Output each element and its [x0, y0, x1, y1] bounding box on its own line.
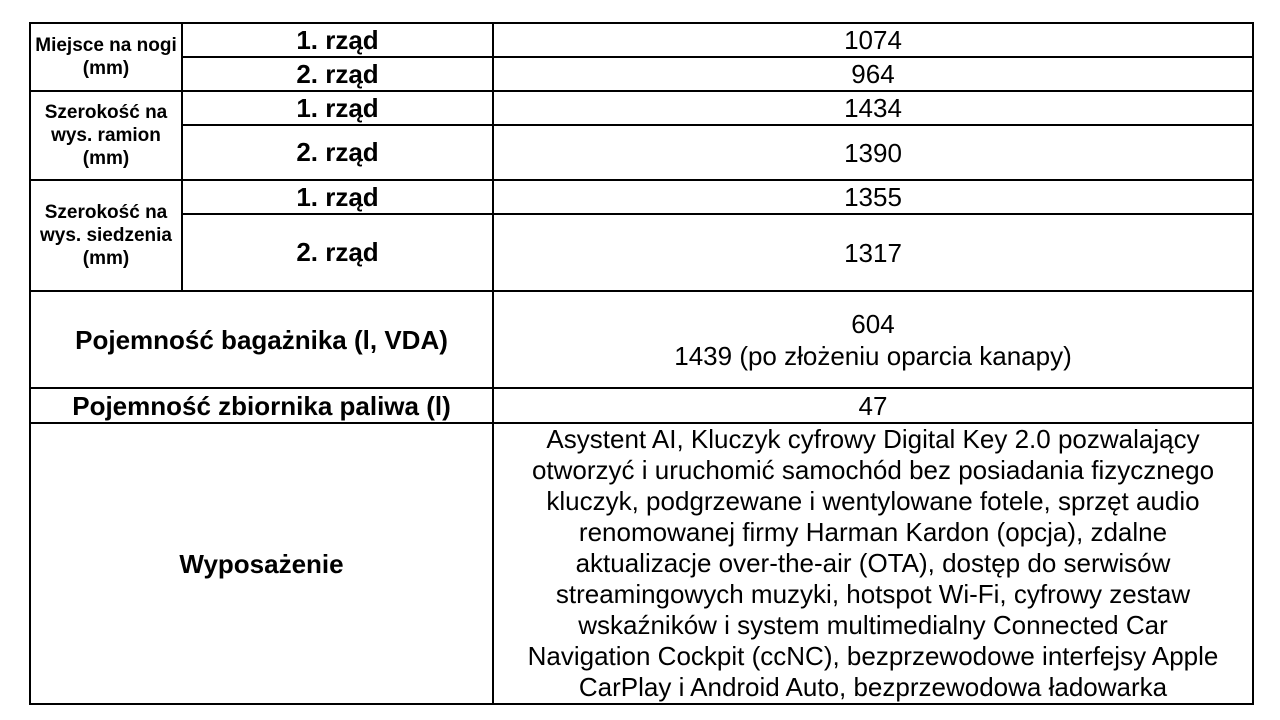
- equipment-line: Asystent AI, Kluczyk cyfrowy Digital Key 2.0 pozwalający: [546, 424, 1200, 454]
- equipment-line: aktualizacje over-the-air (OTA), dostęp do serwisów: [575, 548, 1171, 578]
- fuel-tank-value: 47: [493, 388, 1253, 423]
- row-label: 1. rząd: [182, 23, 493, 57]
- spec-table: [29, 22, 1254, 705]
- group-label-shoulder-width: Szerokość na wys. ramion (mm): [30, 91, 182, 180]
- table-row: [30, 291, 1253, 388]
- group-label-hip-width: Szerokość na wys. siedzenia (mm): [30, 180, 182, 291]
- equipment-line: otworzyć i uruchomić samochód bez posiadania fizycznego: [531, 455, 1215, 485]
- row-label: 1. rząd: [182, 91, 493, 125]
- row-label: 2. rząd: [182, 214, 493, 291]
- trunk-capacity-label: Pojemność bagażnika (l, VDA): [30, 291, 493, 388]
- fuel-tank-label: Pojemność zbiornika paliwa (l): [30, 388, 493, 423]
- trunk-capacity-line: 604: [851, 308, 895, 339]
- equipment-value: [493, 423, 1253, 704]
- table-row: [30, 180, 1253, 214]
- row-label: 2. rząd: [182, 125, 493, 180]
- table-row: [30, 388, 1253, 423]
- value-cell: 1434: [493, 91, 1253, 125]
- value-cell: 1074: [493, 23, 1253, 57]
- table-row: [30, 57, 1253, 91]
- equipment-line: kluczyk, podgrzewane i wentylowane fotele, sprzęt audio: [546, 486, 1200, 516]
- equipment-label: Wyposażenie: [30, 423, 493, 704]
- equipment-line: renomowanej firmy Harman Kardon (opcja), zdalne: [578, 517, 1168, 547]
- trunk-capacity-line-folded: 1439 (po złożeniu oparcia kanapy): [674, 340, 1072, 371]
- table-row: [30, 125, 1253, 180]
- value-cell: 1355: [493, 180, 1253, 214]
- table-row: [30, 91, 1253, 125]
- row-label: 1. rząd: [182, 180, 493, 214]
- equipment-line: streamingowych muzyki, hotspot Wi-Fi, cyfrowy zestaw: [555, 579, 1191, 609]
- value-cell: 964: [493, 57, 1253, 91]
- equipment-line: CarPlay i Android Auto, bezprzewodowa ładowarka: [578, 672, 1168, 702]
- equipment-line: wskaźników i system multimedialny Connected Car: [578, 610, 1168, 640]
- value-cell: 1317: [493, 214, 1253, 291]
- equipment-line: Navigation Cockpit (ccNC), bezprzewodowe interfejsy Apple: [527, 641, 1219, 671]
- table-row: [30, 423, 1253, 704]
- table-row: [30, 214, 1253, 291]
- trunk-capacity-value: [493, 291, 1253, 388]
- value-cell: 1390: [493, 125, 1253, 180]
- row-label: 2. rząd: [182, 57, 493, 91]
- group-label-legroom: Miejsce na nogi (mm): [30, 23, 182, 91]
- table-row: [30, 23, 1253, 57]
